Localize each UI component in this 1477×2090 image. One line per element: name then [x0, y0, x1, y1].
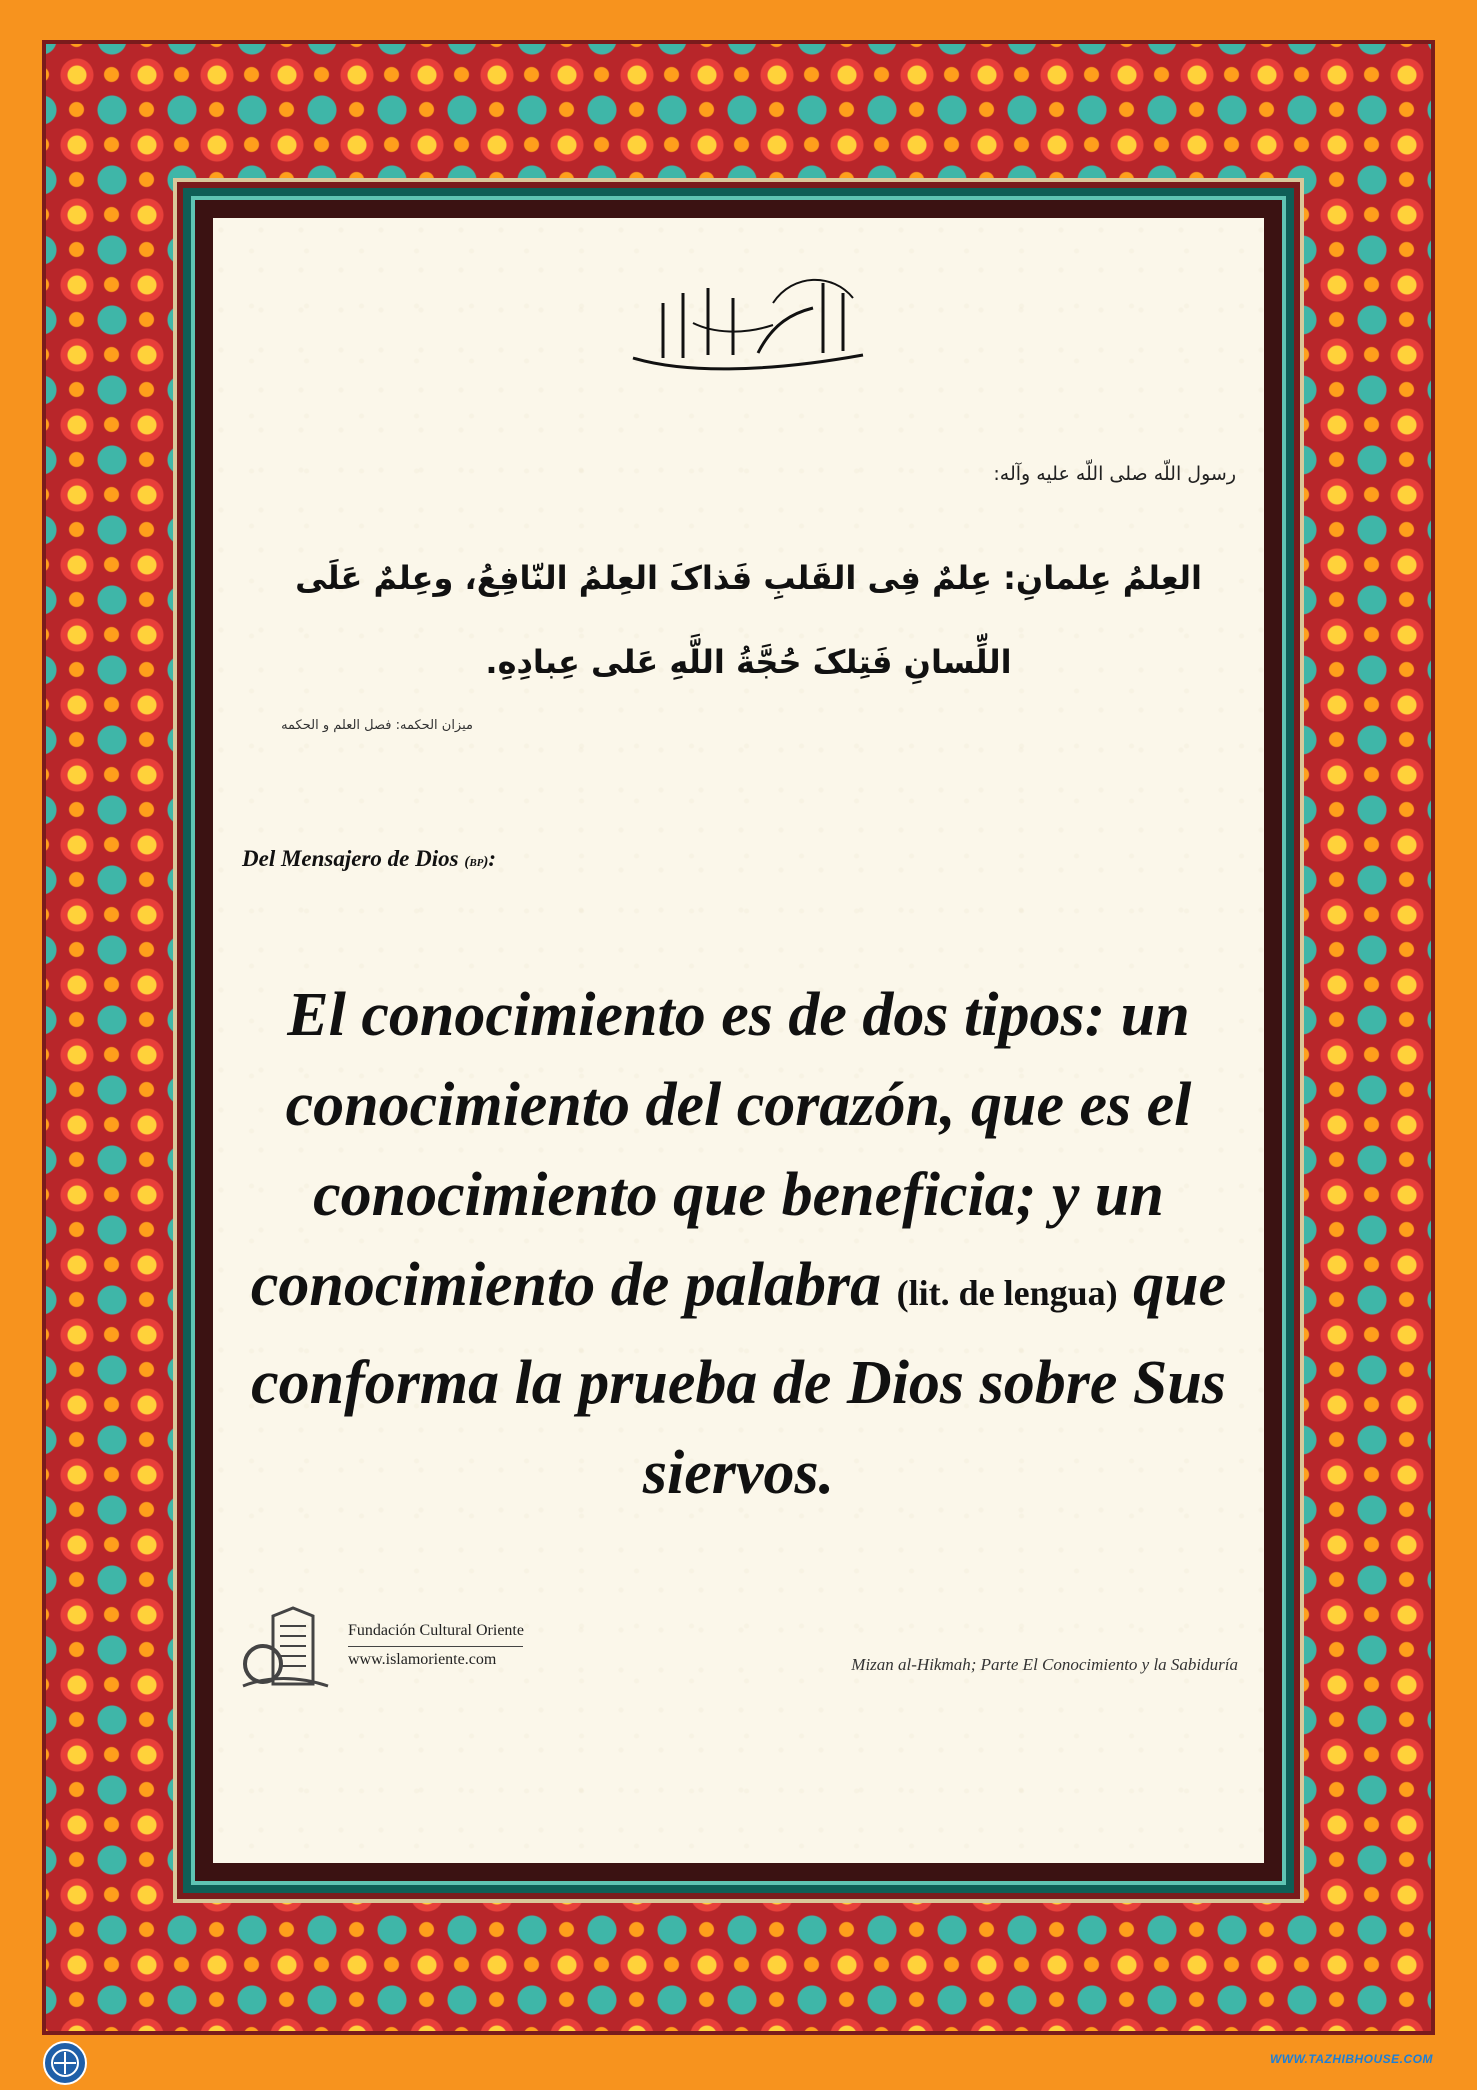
arabic-intro: رسول اللّه صلی اللّه علیه وآله:	[993, 463, 1236, 485]
foundation-logo-text	[348, 1618, 524, 1673]
spanish-hadith-part2: que conforma la prueba de Dios sobre Sus siervos.	[251, 1251, 1227, 1507]
paper-panel	[213, 218, 1264, 1863]
spanish-hadith	[243, 970, 1234, 1518]
spanish-intro	[242, 846, 496, 872]
spanish-source: Mizan al-Hikmah; Parte El Conocimiento y la Sabiduría	[851, 1655, 1238, 1674]
tazhib-house-logo-icon	[42, 2040, 88, 2086]
basmala-calligraphy-icon	[623, 263, 883, 383]
frame-line	[191, 196, 1286, 1885]
spanish-intro-colon: :	[488, 846, 497, 871]
foundation-logo	[238, 1606, 538, 1691]
arabic-source: میزان الحکمه: فصل العلم و الحکمه	[281, 718, 473, 733]
inner-frame	[183, 188, 1294, 1893]
foundation-logo-icon	[238, 1606, 333, 1691]
foundation-divider	[348, 1646, 523, 1647]
foundation-name: Fundación Cultural Oriente	[348, 1622, 524, 1639]
arabic-hadith: العِلمُ عِلمانِ: عِلمٌ فِی القَلبِ فَذاکَ العِلمُ النّافِعُ، وعِلمٌ عَلَى اللِّسانِ فَتِلکَ حُجَّةُ اللَّهِ عَلى عِبادِهِ.	[295, 559, 1202, 681]
foundation-url[interactable]: www.islamoriente.com	[348, 1651, 497, 1668]
spanish-intro-text: Del Mensajero de Dios	[242, 846, 459, 871]
spanish-intro-honorific: (bp)	[464, 854, 489, 870]
spanish-hadith-part1: El conocimiento es de dos tipos: un conocimiento del corazón, que es el conocimiento que beneficia; y un conocimiento de palabra	[250, 981, 1192, 1319]
tazhib-house-url[interactable]: WWW.TAZHIBHOUSE.COM	[1269, 2052, 1433, 2066]
spanish-hadith-parenthetical: (lit. de lengua)	[896, 1273, 1118, 1313]
